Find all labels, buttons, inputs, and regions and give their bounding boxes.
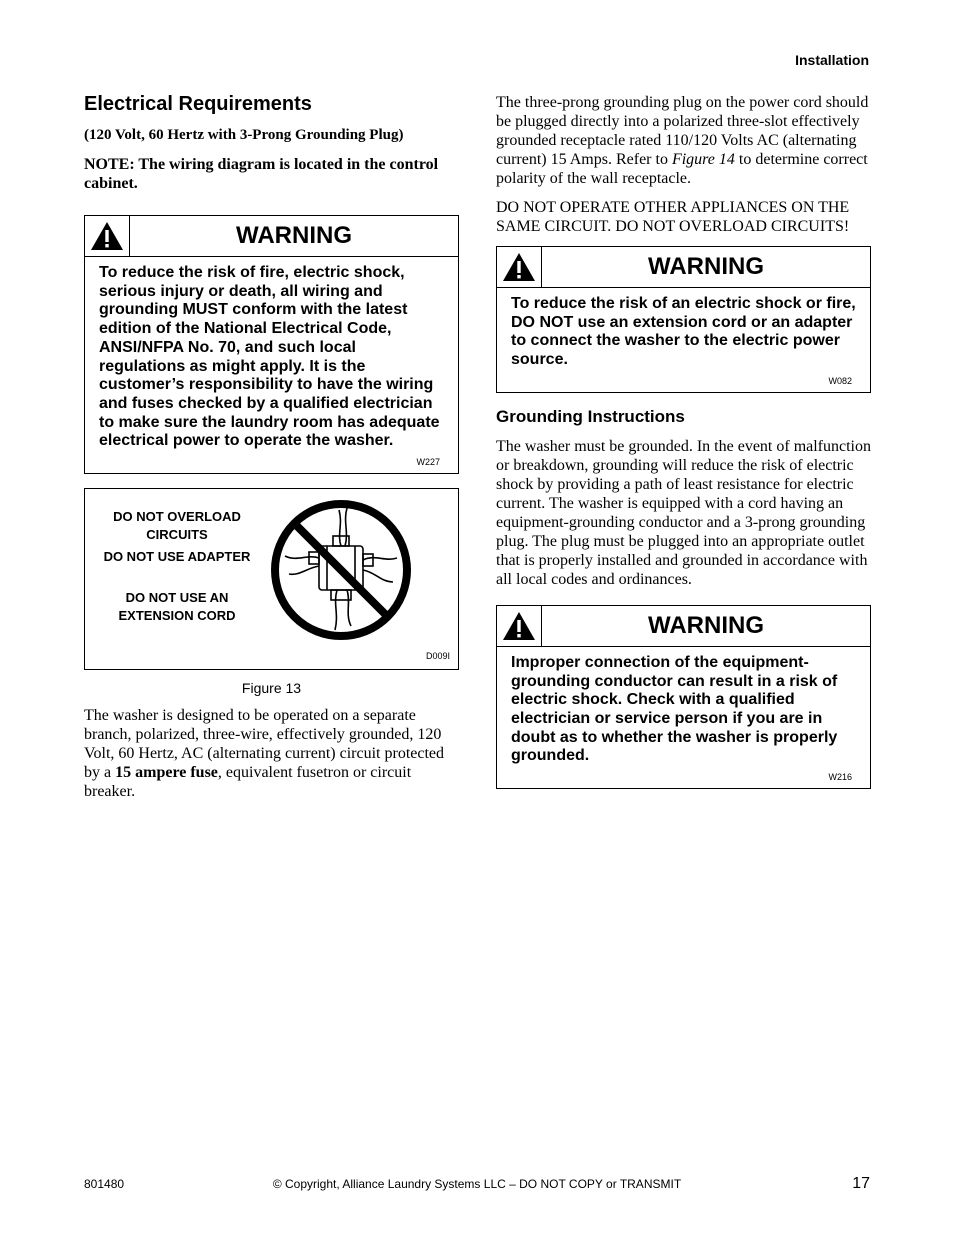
- figure-13-box: [84, 488, 459, 670]
- copyright-notice: © Copyright, Alliance Laundry Systems LLC – DO NOT COPY or TRANSMIT: [272, 1177, 682, 1191]
- warning-triangle-icon: [497, 606, 542, 646]
- warning-triangle-icon: [497, 247, 542, 287]
- doc-number: 801480: [84, 1177, 125, 1191]
- warning-text: Improper connection of the equipment-grounding conductor can result in a risk of electric shock. Check with a qualified electrician or service person if you are in doubt as to whether the washer is properly grounded.: [511, 653, 838, 765]
- warning-triangle-icon: [85, 216, 130, 256]
- appliance-caution-paragraph: DO NOT OPERATE OTHER APPLIANCES ON THE SAME CIRCUIT. DO NOT OVERLOAD CIRCUITS!: [496, 199, 850, 235]
- figure-code: D009I: [425, 651, 450, 662]
- page-number: 17: [852, 1175, 870, 1192]
- warning-title: WARNING: [648, 253, 764, 280]
- figure-caption: Figure 13: [241, 680, 302, 697]
- warning-header: [85, 216, 458, 257]
- figure-14-reference: Figure 14: [671, 151, 735, 168]
- warning-box-w082: [496, 246, 871, 393]
- figure-label-overload: DO NOT OVERLOAD CIRCUITS: [113, 509, 241, 542]
- warning-box-w216: [496, 605, 871, 789]
- warning-code: W082: [828, 375, 852, 386]
- warning-code: W216: [828, 772, 852, 783]
- figure-label-adapter: DO NOT USE ADAPTER: [103, 549, 251, 565]
- section-subtitle: (120 Volt, 60 Hertz with 3-Prong Grounding Plug): [84, 127, 404, 143]
- wiring-note: NOTE: The wiring diagram is located in the control cabinet.: [84, 156, 439, 192]
- grounding-title: Grounding Instructions: [496, 406, 685, 426]
- no-adapter-prohibition-icon: [267, 496, 415, 644]
- plug-paragraph: The three-prong grounding plug on the power cord should be plugged directly into a polarized three-slot effectively grounded receptacle rated 110/120 Volts AC (alternating current) 15 Amps. Refer to Figure 14 to determine correct polarity of the wall receptacle.: [496, 94, 869, 187]
- circuit-paragraph: The washer is designed to be operated on a separate branch, polarized, three-wire, effectively grounded, 120 Volt, 60 Hertz, AC (alternating current) circuit protected by a 15 ampere fuse, equivalent fusetron or circuit breaker.: [84, 707, 445, 801]
- warning-text: To reduce the risk of fire, electric shock, serious injury or death, all wiring and grounding MUST conform with the latest edition of the National Electrical Code, ANSI/NFPA No. 70, and such local regulations as might apply. It is the customer’s responsibility to have the wiring and fuses checked by a qualified electrician to make sure the laundry room has adequate electrical power to operate the washer.: [99, 264, 440, 450]
- warning-header: [497, 247, 870, 288]
- warning-header: [497, 606, 870, 647]
- warning-code: W227: [416, 457, 440, 468]
- running-header: Installation: [795, 52, 869, 68]
- grounding-paragraph: The washer must be grounded. In the event of malfunction or breakdown, grounding will reduce the risk of electric shock by providing a path of least resistance for electric current. The washer is equipped with a cord having an equipment-grounding conductor and a 3-prong grounding plug. The plug must be plugged into an appropriate outlet that is properly installed and grounded in accordance with all local codes and ordinances.: [496, 437, 871, 588]
- section-title: Electrical Requirements: [84, 93, 312, 115]
- warning-text: To reduce the risk of an electric shock or fire, DO NOT use an extension cord or an adapter to connect the washer to the electric power source.: [511, 295, 856, 369]
- warning-title: WARNING: [236, 222, 352, 249]
- figure-label-extension-cord: DO NOT USE AN EXTENSION CORD: [118, 590, 236, 623]
- left-column: [84, 93, 459, 811]
- fuse-rating: 15 ampere fuse: [115, 764, 218, 782]
- warning-box-w227: [84, 215, 459, 474]
- warning-title: WARNING: [648, 611, 764, 639]
- right-column: [496, 93, 871, 803]
